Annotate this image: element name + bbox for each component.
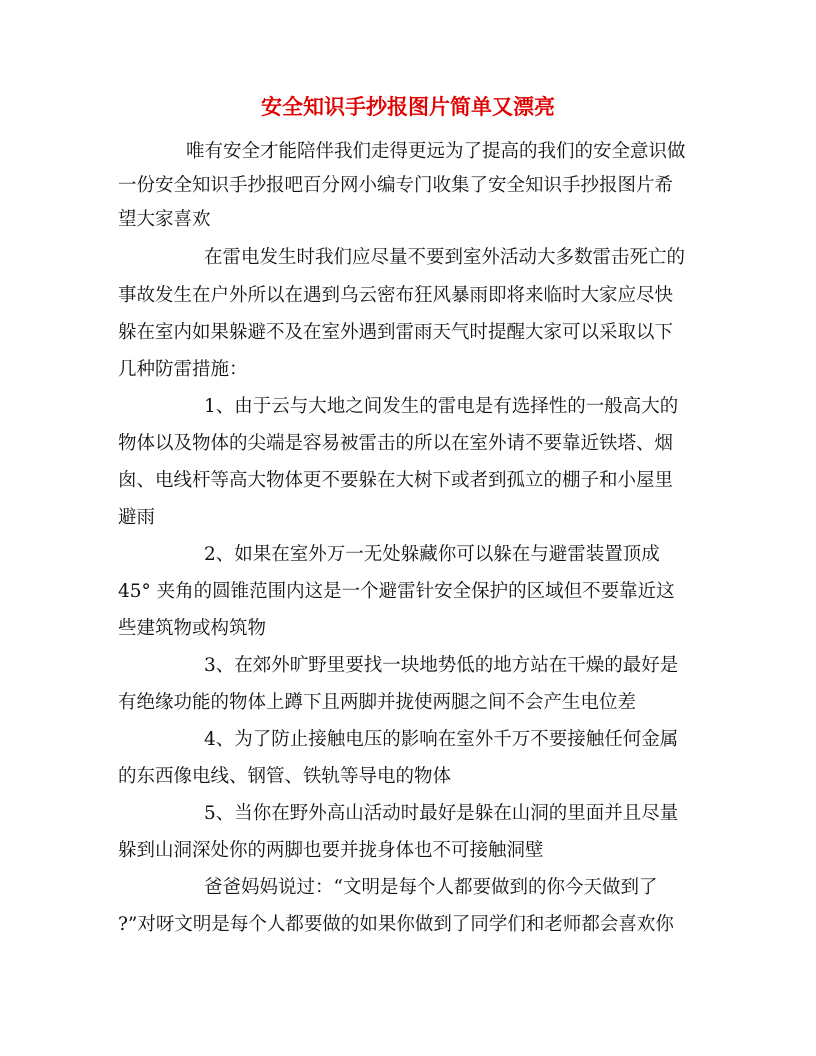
paragraph-line: 一份安全知识手抄报吧百分网小编专门收集了安全知识手抄报图片希	[118, 175, 674, 196]
paragraph-line: 些建筑物或构筑物	[118, 618, 267, 639]
paragraph-line: 4、为了防止接触电压的影响在室外千万不要接触任何金属	[204, 729, 679, 750]
paragraph-line: 事故发生在户外所以在遇到乌云密布狂风暴雨即将来临时大家应尽快	[118, 285, 674, 306]
paragraph-line: 望大家喜欢	[118, 209, 211, 230]
paragraph-line: 避雨	[118, 507, 156, 528]
paragraph-line: 的东西像电线、钢管、铁轨等导电的物体	[118, 766, 452, 787]
paragraph-line: 在雷电发生时我们应尽量不要到室外活动大多数雷击死亡的	[204, 247, 686, 268]
paragraph-line: 1、由于云与大地之间发生的雷电是有选择性的一般高大的	[204, 396, 679, 417]
paragraph-line: 躲在室内如果躲避不及在室外遇到雷雨天气时提醒大家可以采取以下	[118, 322, 674, 343]
paragraph-line: 唯有安全才能陪伴我们走得更远为了提高的我们的安全意识做	[186, 141, 686, 162]
paragraph-line: 有绝缘功能的物体上蹲下且两脚并拢使两腿之间不会产生电位差	[118, 692, 637, 713]
paragraph-line: 45° 夹角的圆锥范围内这是一个避雷针安全保护的区域但不要靠近这	[118, 581, 675, 602]
paragraph-line: 几种防雷措施：	[118, 359, 248, 380]
paragraph-line: ?”对呀文明是每个人都要做的如果你做到了同学们和老师都会喜欢你	[118, 914, 674, 935]
paragraph-line: 躲到山洞深处你的两脚也要并拢身体也不可接触洞壁	[118, 840, 544, 861]
paragraph-line: 2、如果在室外万一无处躲藏你可以躲在与避雷装置顶成	[204, 544, 660, 565]
paragraph-line: 爸爸妈妈说过：“文明是每个人都要做到的你今天做到了	[204, 877, 658, 898]
document-title: 安全知识手抄报图片简单又漂亮	[261, 94, 555, 119]
paragraph-line: 5、当你在野外高山活动时最好是躲在山洞的里面并且尽量	[204, 803, 679, 824]
paragraph-line: 物体以及物体的尖端是容易被雷击的所以在室外请不要靠近铁塔、烟	[118, 433, 674, 454]
paragraph-line: 3、在郊外旷野里要找一块地势低的地方站在干燥的最好是	[204, 655, 679, 676]
paragraph-line: 囱、电线杆等高大物体更不要躲在大树下或者到孤立的棚子和小屋里	[118, 470, 674, 491]
